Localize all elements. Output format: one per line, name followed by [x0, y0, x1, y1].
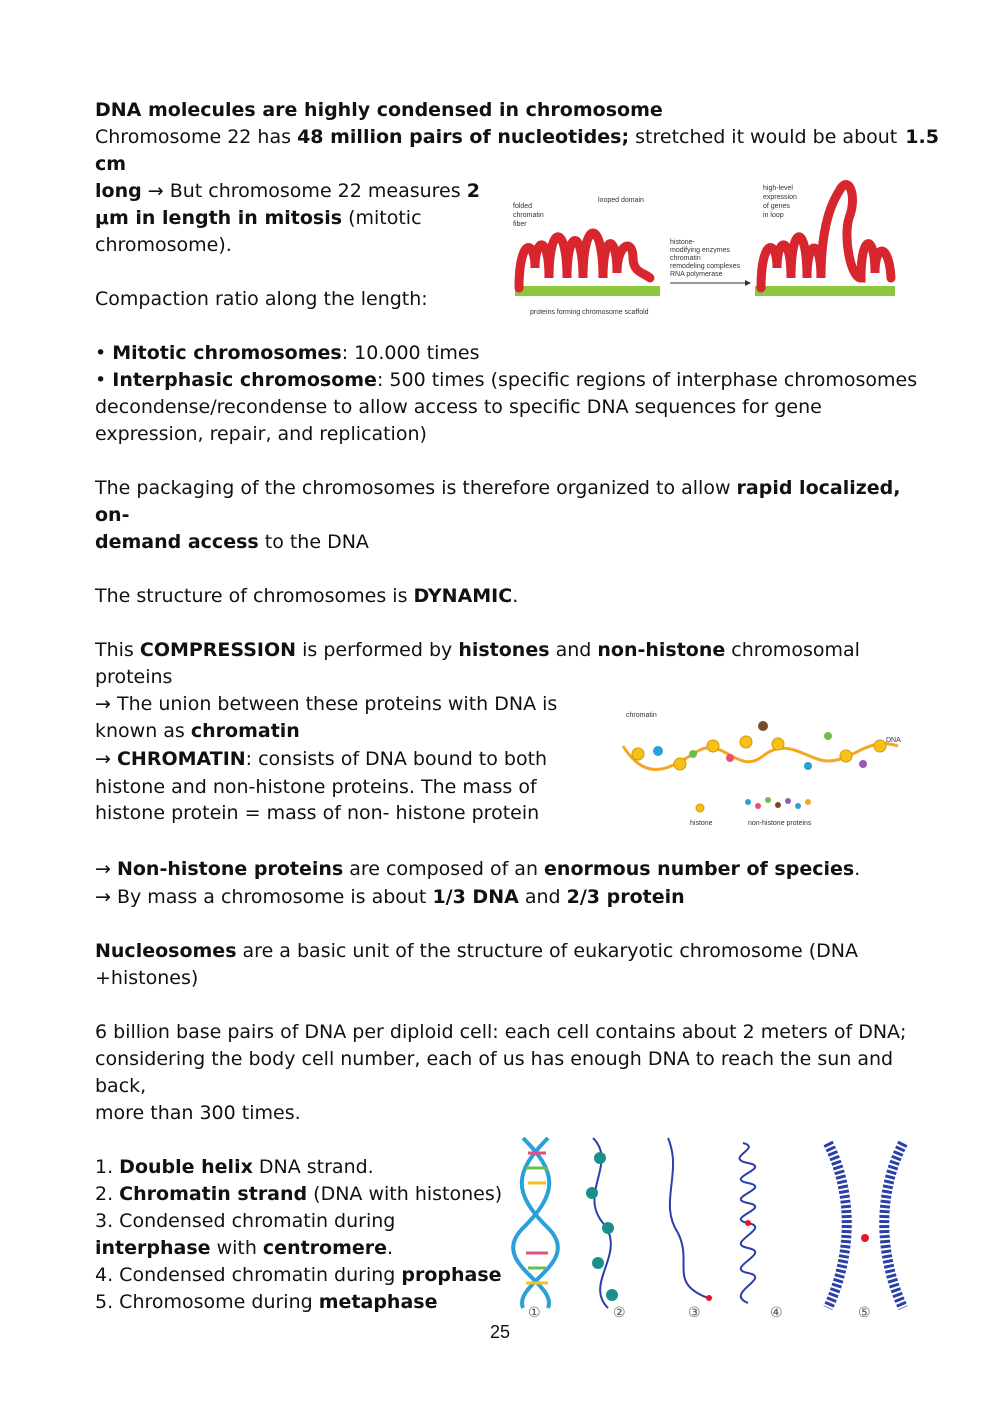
paragraph-chromatin: → CHROMATIN: consists of DNA bound to both [95, 748, 548, 770]
paragraph-nucleosomes: Nucleosomes are a basic unit of the structure of eukaryotic chromosome (DNA [95, 940, 858, 962]
paragraph-line: μm in length in mitosis (mitotic [95, 207, 422, 229]
figure-label: of genes [763, 203, 790, 210]
paragraph-line: on- [95, 504, 130, 526]
paragraph-line: considering the body cell number, each of us has enough DNA to reach the sun and [95, 1048, 894, 1070]
paragraph-dynamic: The structure of chromosomes is DYNAMIC. [95, 585, 519, 607]
figure-label: high-level [763, 185, 793, 192]
paragraph-billion: 6 billion base pairs of DNA per diploid cell: each cell contains about 2 meters of DNA; [95, 1021, 907, 1043]
figure-label: RNA polymerase [670, 271, 723, 278]
list-item: interphase with centromere. [95, 1237, 394, 1259]
figure-label: histone [690, 820, 713, 827]
paragraph-line: demand access to the DNA [95, 531, 369, 553]
paragraph-line: histone and non-histone proteins. The mass of [95, 776, 537, 798]
paragraph-line: chromosome). [95, 234, 232, 256]
bullet-interphasic: • Interphasic chromosome: 500 times (specific regions of interphase chromosomes [95, 369, 918, 391]
figure-label: remodeling complexes [670, 263, 741, 270]
compaction-label: Compaction ratio along the length: [95, 288, 428, 310]
figure-label: folded [513, 203, 533, 210]
list-item: 1. Double helix DNA strand. [95, 1156, 374, 1178]
figure-label: expression [763, 194, 797, 201]
list-item: 4. Condensed chromatin during prophase [95, 1264, 502, 1286]
figure-label: chromatin [626, 712, 657, 719]
chromatin-figure [618, 706, 903, 830]
page-number: 25 [489, 1322, 511, 1342]
list-item: 2. Chromatin strand (DNA with histones) [95, 1183, 503, 1205]
paragraph-line: cm [95, 153, 127, 175]
bullet-mitotic: • Mitotic chromosomes: 10.000 times [95, 342, 480, 364]
stage-number: ③ [688, 1305, 701, 1321]
paragraph-packaging: The packaging of the chromosomes is therefore organized to allow rapid localized, [95, 477, 901, 499]
list-item: 5. Chromosome during metaphase [95, 1291, 438, 1313]
paragraph-line: long → But chromosome 22 measures 2 [95, 180, 480, 202]
figure-label: chromatin [513, 212, 544, 219]
stage-number: ② [613, 1305, 626, 1321]
figure-label: histone- [670, 239, 695, 246]
paragraph-mass: → By mass a chromosome is about 1/3 DNA and 2/3 protein [95, 886, 685, 908]
figure-label: modifying enzymes [670, 247, 730, 254]
stage-number: ④ [770, 1305, 783, 1321]
section-heading: DNA molecules are highly condensed in chromosome [95, 99, 663, 121]
paragraph-line: back, [95, 1075, 147, 1097]
paragraph-compression: This COMPRESSION is performed by histones and non-histone chromosomal [95, 639, 860, 661]
paragraph-nonhistone: → Non-histone proteins are composed of an enormous number of species. [95, 858, 861, 880]
paragraph-line: known as chromatin [95, 720, 300, 742]
figure-label: DNA [886, 737, 901, 744]
paragraph-line: +histones) [95, 967, 199, 989]
paragraph-line: histone protein = mass of non- histone protein [95, 802, 540, 824]
figure-label: fiber [513, 221, 527, 228]
dna-condensation-figure [508, 1133, 908, 1323]
looped-domain-figure [505, 178, 900, 320]
paragraph-chromosome-22: Chromosome 22 has 48 million pairs of nucleotides; stretched it would be about 1.5 [95, 126, 939, 148]
paragraph-line: proteins [95, 666, 173, 688]
stage-number: ① [528, 1305, 541, 1321]
figure-label: looped domain [598, 197, 644, 204]
paragraph-line: expression, repair, and replication) [95, 423, 427, 445]
paragraph-line: → The union between these proteins with DNA is [95, 693, 558, 715]
figure-label: in loop [763, 212, 784, 219]
figure-label: proteins forming chromosome scaffold [530, 309, 649, 316]
list-item: 3. Condensed chromatin during [95, 1210, 396, 1232]
stage-number: ⑤ [858, 1305, 871, 1321]
figure-label: chromatin [670, 255, 701, 262]
figure-label: non-histone proteins [748, 820, 812, 827]
paragraph-line: decondense/recondense to allow access to specific DNA sequences for gene [95, 396, 822, 418]
paragraph-line: more than 300 times. [95, 1102, 301, 1124]
